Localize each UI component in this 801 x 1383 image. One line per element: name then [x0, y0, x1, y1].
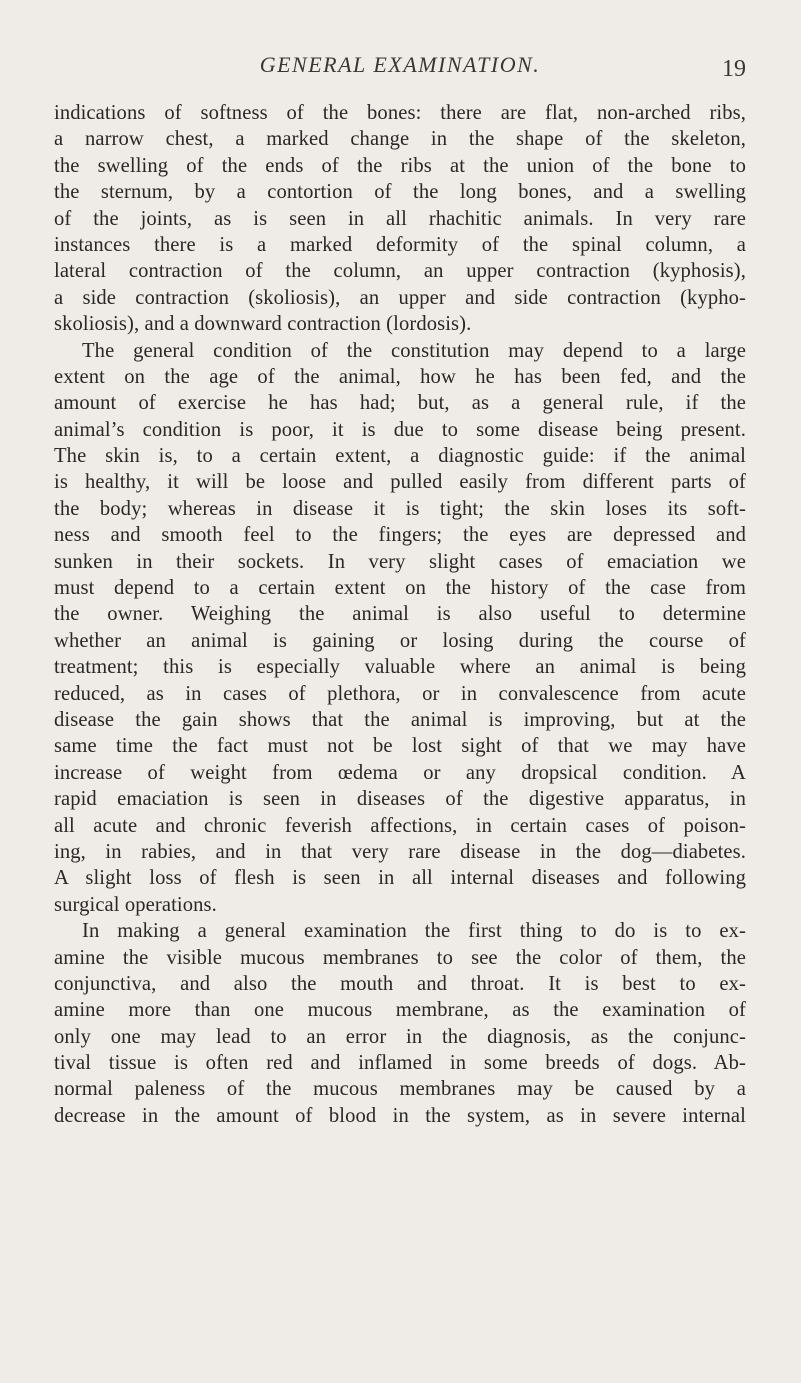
text-line: instances there is a marked deformity of the spinal column, a	[54, 233, 746, 256]
text-line: whether an animal is gaining or losing during the course of	[54, 629, 746, 652]
text-line: same time the fact must not be lost sight of that we may have	[54, 735, 746, 758]
text-line: A slight loss of flesh is seen in all internal diseases and following	[54, 867, 746, 890]
text-line: treatment; this is especially valuable where an animal is being	[54, 656, 746, 679]
text-line: The general condition of the constitution may depend to a large	[82, 339, 746, 362]
text-line: amine the visible mucous membranes to see the color of them, the	[54, 946, 746, 969]
paragraph	[54, 100, 746, 338]
text-line: The skin is, to a certain extent, a diagnostic guide: if the animal	[54, 445, 746, 468]
paragraph	[54, 338, 746, 919]
text-line: sunken in their sockets. In very slight cases of emaciation we	[54, 550, 746, 573]
text-line: the swelling of the ends of the ribs at the union of the bone to	[54, 154, 746, 177]
text-line: only one may lead to an error in the diagnosis, as the conjunc-	[54, 1025, 746, 1048]
text-line: of the joints, as is seen in all rhachitic animals. In very rare	[54, 207, 746, 230]
text-line: the body; whereas in disease it is tight; the skin loses its soft-	[54, 497, 746, 520]
text-line: surgical operations.	[54, 893, 217, 916]
text-line: decrease in the amount of blood in the system, as in severe internal	[54, 1104, 746, 1127]
text-line: ness and smooth feel to the fingers; the eyes are depressed and	[54, 524, 746, 547]
paragraph	[54, 918, 746, 1129]
text-line: a narrow chest, a marked change in the shape of the skeleton,	[54, 128, 746, 151]
text-line: disease the gain shows that the animal is improving, but at the	[54, 708, 746, 731]
text-line: reduced, as in cases of plethora, or in convalescence from acute	[54, 682, 746, 705]
text-line: amount of exercise he has had; but, as a general rule, if the	[54, 392, 746, 415]
text-line: extent on the age of the animal, how he has been fed, and the	[54, 365, 746, 388]
text-line: a side contraction (skoliosis), an upper and side contraction (kypho-	[54, 286, 746, 309]
text-line: must depend to a certain extent on the history of the case from	[54, 577, 746, 600]
text-line: amine more than one mucous membrane, as the examination of	[54, 999, 746, 1022]
text-line: animal’s condition is poor, it is due to some disease being present.	[54, 418, 746, 441]
running-title: GENERAL EXAMINATION.	[259, 52, 541, 77]
text-line: is healthy, it will be loose and pulled easily from different parts of	[54, 471, 746, 494]
text-line: lateral contraction of the column, an upper contraction (kyphosis),	[54, 260, 746, 283]
page-number: 19	[722, 56, 746, 82]
text-line: normal paleness of the mucous membranes may be caused by a	[54, 1078, 746, 1101]
text-line: tival tissue is often red and inflamed in some breeds of dogs. Ab-	[54, 1052, 746, 1075]
text-line: the sternum, by a contortion of the long bones, and a swelling	[54, 181, 746, 204]
text-line: ing, in rabies, and in that very rare disease in the dog—diabetes.	[54, 840, 746, 863]
body-text	[54, 100, 746, 1129]
text-line: the owner. Weighing the animal is also useful to determine	[54, 603, 746, 626]
text-line: increase of weight from œdema or any dropsical condition. A	[54, 761, 746, 784]
text-line: rapid emaciation is seen in diseases of the digestive apparatus, in	[54, 788, 746, 811]
running-head	[54, 46, 746, 82]
text-line: conjunctiva, and also the mouth and throat. It is best to ex-	[54, 972, 746, 995]
text-line: all acute and chronic feverish affections, in certain cases of poison-	[54, 814, 746, 837]
text-line: In making a general examination the first thing to do is to ex-	[82, 920, 746, 943]
text-line: skoliosis), and a downward contraction (lordosis).	[54, 313, 472, 336]
text-line: indications of softness of the bones: there are flat, non-arched ribs,	[54, 102, 746, 124]
